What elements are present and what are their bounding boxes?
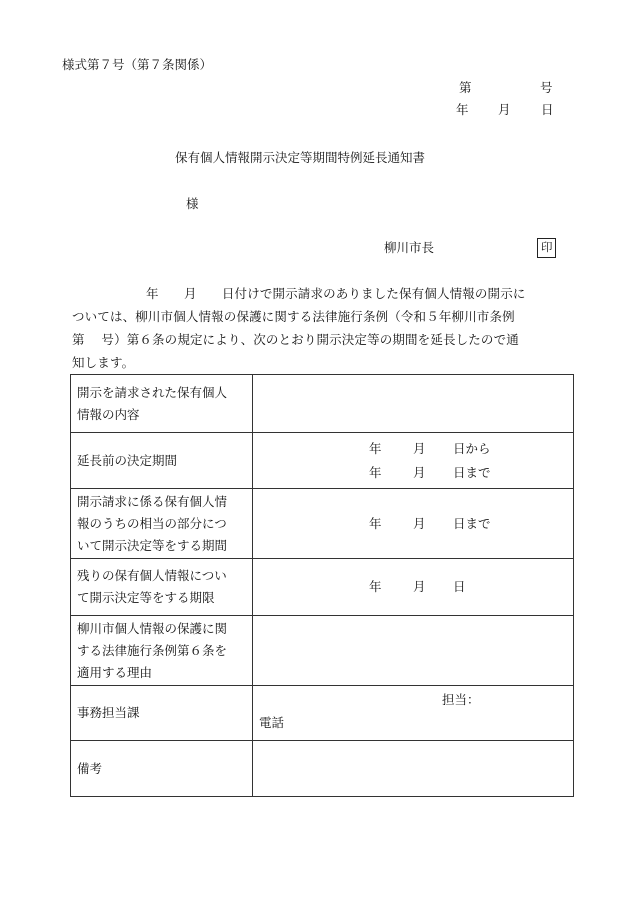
- table-row: [71, 686, 574, 741]
- row-label: 延長前の決定期間: [71, 433, 253, 489]
- body-line: 第 号）第６条の規定により、次のとおり開示決定等の期間を延長したので通: [72, 332, 519, 347]
- document-number-suffix: 号: [540, 80, 553, 95]
- row-label: 残りの保有個人情報につい て開示決定等をする期限: [71, 559, 253, 616]
- table-row: [71, 489, 574, 559]
- original-period-cell: 年 月 日から 年 月 日まで: [253, 433, 574, 489]
- notice-details-table: [70, 374, 574, 797]
- table-row: [71, 375, 574, 433]
- row-label: 柳川市個人情報の保護に関 する法律施行条例第６条を 適用する理由: [71, 616, 253, 686]
- date-month-label: 月: [498, 102, 511, 117]
- table-row: [71, 433, 574, 489]
- row-label: 備考: [71, 741, 253, 797]
- partial-decision-period-cell: 年 月 日まで: [253, 489, 574, 559]
- body-line: ついては、柳川市個人情報の保護に関する法律施行条例（令和５年柳川市条例: [72, 309, 515, 324]
- table-row: [71, 559, 574, 616]
- table-row: [71, 741, 574, 797]
- document-number-prefix: 第: [459, 80, 472, 95]
- notice-body: [72, 282, 576, 374]
- contact-person-label: 担当：: [442, 692, 480, 707]
- table-row: [71, 616, 574, 686]
- issuer-name: 柳川市長: [384, 240, 435, 255]
- form-number: 様式第７号（第７条関係）: [62, 57, 213, 72]
- contact-cell: [253, 686, 574, 741]
- requested-info-cell: [253, 375, 574, 433]
- date-year-label: 年: [456, 102, 469, 117]
- phone-label: 電話: [259, 715, 285, 730]
- remarks-cell: [253, 741, 574, 797]
- seal-stamp: 印: [537, 238, 556, 258]
- body-line: 知します。: [72, 355, 135, 370]
- remaining-deadline-cell: 年 月 日: [253, 559, 574, 616]
- row-label: 開示請求に係る保有個人情 報のうちの相当の部分につ いて開示決定等をする期間: [71, 489, 253, 559]
- body-line: 年 月 日付けで開示請求のありました保有個人情報の開示に: [146, 286, 526, 301]
- document-title: 保有個人情報開示決定等期間特例延長通知書: [175, 150, 426, 165]
- addressee: 様: [186, 196, 199, 211]
- date-day-label: 日: [541, 102, 554, 117]
- reason-cell: [253, 616, 574, 686]
- row-label: 事務担当課: [71, 686, 253, 741]
- row-label: 開示を請求された保有個人 情報の内容: [71, 375, 253, 433]
